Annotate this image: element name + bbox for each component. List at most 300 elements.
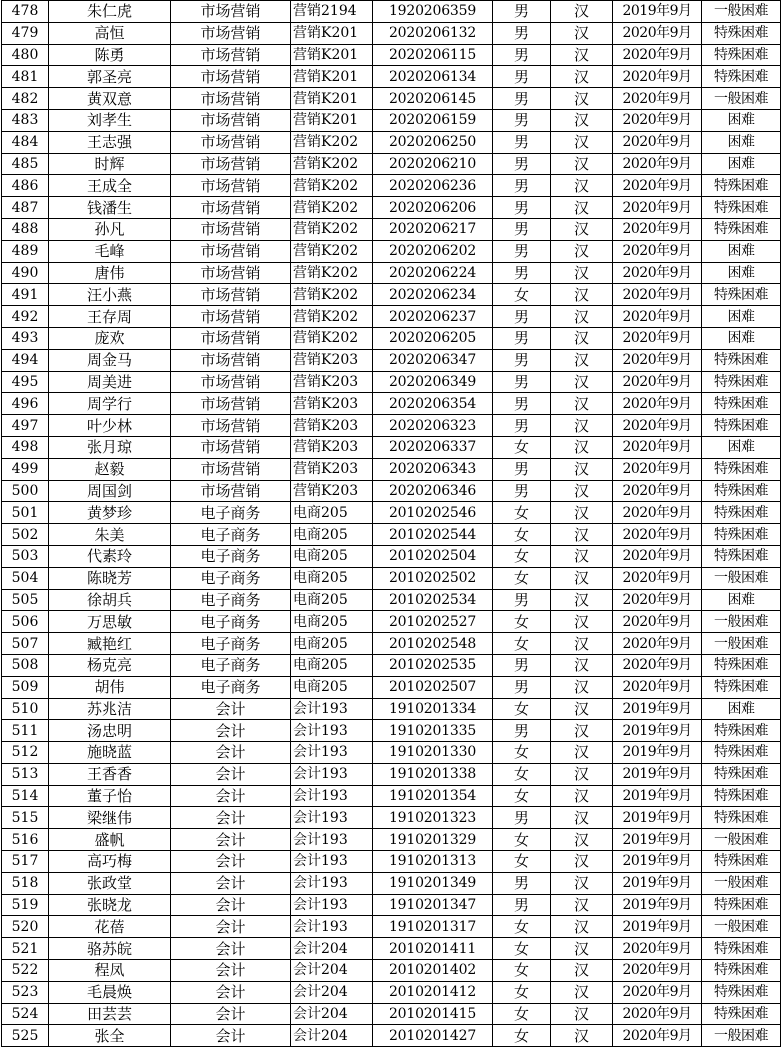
gender-cell: 男 [493, 371, 551, 393]
name-cell: 王香香 [49, 763, 171, 785]
major-cell: 市场营销 [171, 66, 291, 88]
hardship-level-cell: 困难 [702, 698, 781, 720]
class-cell: 会计193 [291, 785, 373, 807]
student-id-cell: 2010202527 [373, 611, 493, 633]
hardship-level-cell: 特殊困难 [702, 545, 781, 567]
major-cell: 会计 [171, 785, 291, 807]
table-row [2, 829, 781, 851]
hardship-level-cell: 特殊困难 [702, 960, 781, 982]
table-row [2, 371, 781, 393]
student-id-cell: 1910201329 [373, 829, 493, 851]
class-cell: 营销K202 [291, 131, 373, 153]
row-number-cell: 508 [2, 654, 49, 676]
major-cell: 电子商务 [171, 676, 291, 698]
major-cell: 市场营销 [171, 349, 291, 371]
student-id-cell: 1910201323 [373, 807, 493, 829]
table-row [2, 262, 781, 284]
name-cell: 庞欢 [49, 327, 171, 349]
enrollment-date-cell: 2020年9月 [613, 480, 702, 502]
hardship-level-cell: 特殊困难 [702, 175, 781, 197]
major-cell: 市场营销 [171, 480, 291, 502]
enrollment-date-cell: 2020年9月 [613, 567, 702, 589]
major-cell: 会计 [171, 1003, 291, 1025]
hardship-level-cell: 困难 [702, 131, 781, 153]
student-id-cell: 2010202548 [373, 633, 493, 655]
ethnicity-cell: 汉 [551, 240, 613, 262]
student-id-cell: 2010201411 [373, 938, 493, 960]
ethnicity-cell: 汉 [551, 175, 613, 197]
row-number-cell: 510 [2, 698, 49, 720]
table-row [2, 807, 781, 829]
name-cell: 汤忠明 [49, 720, 171, 742]
hardship-level-cell: 困难 [702, 327, 781, 349]
enrollment-date-cell: 2020年9月 [613, 676, 702, 698]
major-cell: 电子商务 [171, 589, 291, 611]
table-row [2, 763, 781, 785]
row-number-cell: 513 [2, 763, 49, 785]
enrollment-date-cell: 2020年9月 [613, 960, 702, 982]
table-row [2, 611, 781, 633]
enrollment-date-cell: 2020年9月 [613, 88, 702, 110]
gender-cell: 男 [493, 589, 551, 611]
ethnicity-cell: 汉 [551, 349, 613, 371]
enrollment-date-cell: 2020年9月 [613, 981, 702, 1003]
ethnicity-cell: 汉 [551, 589, 613, 611]
name-cell: 张全 [49, 1025, 171, 1047]
name-cell: 代素玲 [49, 545, 171, 567]
row-number-cell: 522 [2, 960, 49, 982]
student-id-cell: 2010202544 [373, 524, 493, 546]
hardship-level-cell: 特殊困难 [702, 851, 781, 873]
enrollment-date-cell: 2020年9月 [613, 1025, 702, 1047]
hardship-level-cell: 特殊困难 [702, 44, 781, 66]
class-cell: 营销K201 [291, 44, 373, 66]
class-cell: 营销K202 [291, 197, 373, 219]
ethnicity-cell: 汉 [551, 458, 613, 480]
ethnicity-cell: 汉 [551, 851, 613, 873]
enrollment-date-cell: 2020年9月 [613, 524, 702, 546]
gender-cell: 男 [493, 872, 551, 894]
class-cell: 营销K203 [291, 458, 373, 480]
name-cell: 王成全 [49, 175, 171, 197]
class-cell: 营销K202 [291, 262, 373, 284]
class-cell: 营销K201 [291, 88, 373, 110]
row-number-cell: 509 [2, 676, 49, 698]
gender-cell: 男 [493, 654, 551, 676]
student-id-cell: 2010202546 [373, 502, 493, 524]
row-number-cell: 480 [2, 44, 49, 66]
enrollment-date-cell: 2020年9月 [613, 153, 702, 175]
table-row [2, 633, 781, 655]
student-id-cell: 1910201330 [373, 742, 493, 764]
enrollment-date-cell: 2020年9月 [613, 66, 702, 88]
row-number-cell: 499 [2, 458, 49, 480]
row-number-cell: 483 [2, 109, 49, 131]
student-id-cell: 2010202535 [373, 654, 493, 676]
hardship-level-cell: 困难 [702, 436, 781, 458]
hardship-level-cell: 特殊困难 [702, 393, 781, 415]
enrollment-date-cell: 2019年9月 [613, 720, 702, 742]
name-cell: 王志强 [49, 131, 171, 153]
major-cell: 会计 [171, 938, 291, 960]
major-cell: 会计 [171, 807, 291, 829]
gender-cell: 男 [493, 175, 551, 197]
table-row [2, 960, 781, 982]
ethnicity-cell: 汉 [551, 415, 613, 437]
name-cell: 杨克亮 [49, 654, 171, 676]
enrollment-date-cell: 2020年9月 [613, 436, 702, 458]
student-id-cell: 2020206224 [373, 262, 493, 284]
table-row [2, 894, 781, 916]
row-number-cell: 494 [2, 349, 49, 371]
name-cell: 周国剑 [49, 480, 171, 502]
enrollment-date-cell: 2019年9月 [613, 785, 702, 807]
class-cell: 会计193 [291, 763, 373, 785]
hardship-level-cell: 困难 [702, 240, 781, 262]
table-row [2, 436, 781, 458]
ethnicity-cell: 汉 [551, 763, 613, 785]
row-number-cell: 519 [2, 894, 49, 916]
row-number-cell: 516 [2, 829, 49, 851]
student-id-cell: 1910201317 [373, 916, 493, 938]
enrollment-date-cell: 2019年9月 [613, 807, 702, 829]
hardship-level-cell: 特殊困难 [702, 284, 781, 306]
table-row [2, 197, 781, 219]
name-cell: 万思敏 [49, 611, 171, 633]
gender-cell: 男 [493, 720, 551, 742]
student-id-cell: 2020206354 [373, 393, 493, 415]
enrollment-date-cell: 2020年9月 [613, 415, 702, 437]
gender-cell: 男 [493, 153, 551, 175]
name-cell: 陈勇 [49, 44, 171, 66]
major-cell: 市场营销 [171, 415, 291, 437]
name-cell: 刘孝生 [49, 109, 171, 131]
ethnicity-cell: 汉 [551, 785, 613, 807]
ethnicity-cell: 汉 [551, 22, 613, 44]
row-number-cell: 525 [2, 1025, 49, 1047]
row-number-cell: 484 [2, 131, 49, 153]
hardship-level-cell: 特殊困难 [702, 1003, 781, 1025]
major-cell: 会计 [171, 763, 291, 785]
gender-cell: 男 [493, 480, 551, 502]
class-cell: 电商205 [291, 611, 373, 633]
hardship-level-cell: 特殊困难 [702, 502, 781, 524]
enrollment-date-cell: 2019年9月 [613, 872, 702, 894]
enrollment-date-cell: 2020年9月 [613, 109, 702, 131]
student-id-cell: 2020206337 [373, 436, 493, 458]
name-cell: 叶少林 [49, 415, 171, 437]
class-cell: 会计204 [291, 981, 373, 1003]
major-cell: 市场营销 [171, 218, 291, 240]
gender-cell: 男 [493, 197, 551, 219]
student-id-cell: 2020206236 [373, 175, 493, 197]
gender-cell: 女 [493, 938, 551, 960]
ethnicity-cell: 汉 [551, 545, 613, 567]
table-row [2, 502, 781, 524]
name-cell: 黄双意 [49, 88, 171, 110]
name-cell: 时辉 [49, 153, 171, 175]
enrollment-date-cell: 2020年9月 [613, 22, 702, 44]
student-id-cell: 1910201335 [373, 720, 493, 742]
student-id-cell: 1910201347 [373, 894, 493, 916]
ethnicity-cell: 汉 [551, 131, 613, 153]
table-row [2, 393, 781, 415]
name-cell: 田芸芸 [49, 1003, 171, 1025]
class-cell: 会计193 [291, 742, 373, 764]
ethnicity-cell: 汉 [551, 88, 613, 110]
class-cell: 电商205 [291, 545, 373, 567]
table-row [2, 981, 781, 1003]
enrollment-date-cell: 2019年9月 [613, 742, 702, 764]
class-cell: 营销K203 [291, 349, 373, 371]
ethnicity-cell: 汉 [551, 981, 613, 1003]
name-cell: 董子怡 [49, 785, 171, 807]
enrollment-date-cell: 2019年9月 [613, 763, 702, 785]
row-number-cell: 498 [2, 436, 49, 458]
name-cell: 毛峰 [49, 240, 171, 262]
table-row [2, 458, 781, 480]
enrollment-date-cell: 2019年9月 [613, 698, 702, 720]
table-row [2, 131, 781, 153]
major-cell: 市场营销 [171, 44, 291, 66]
major-cell: 会计 [171, 1025, 291, 1047]
major-cell: 市场营销 [171, 153, 291, 175]
enrollment-date-cell: 2019年9月 [613, 1, 702, 23]
enrollment-date-cell: 2020年9月 [613, 262, 702, 284]
gender-cell: 女 [493, 284, 551, 306]
student-id-cell: 2010202504 [373, 545, 493, 567]
gender-cell: 女 [493, 698, 551, 720]
class-cell: 营销K203 [291, 415, 373, 437]
gender-cell: 女 [493, 567, 551, 589]
hardship-level-cell: 一般困难 [702, 916, 781, 938]
ethnicity-cell: 汉 [551, 720, 613, 742]
row-number-cell: 523 [2, 981, 49, 1003]
name-cell: 毛晨焕 [49, 981, 171, 1003]
hardship-level-cell: 特殊困难 [702, 197, 781, 219]
hardship-level-cell: 特殊困难 [702, 524, 781, 546]
ethnicity-cell: 汉 [551, 66, 613, 88]
hardship-level-cell: 特殊困难 [702, 218, 781, 240]
row-number-cell: 482 [2, 88, 49, 110]
gender-cell: 女 [493, 524, 551, 546]
class-cell: 电商205 [291, 589, 373, 611]
gender-cell: 男 [493, 894, 551, 916]
gender-cell: 男 [493, 44, 551, 66]
gender-cell: 男 [493, 240, 551, 262]
enrollment-date-cell: 2019年9月 [613, 829, 702, 851]
student-id-cell: 2020206250 [373, 131, 493, 153]
enrollment-date-cell: 2020年9月 [613, 633, 702, 655]
major-cell: 市场营销 [171, 22, 291, 44]
student-id-cell: 2020206159 [373, 109, 493, 131]
ethnicity-cell: 汉 [551, 698, 613, 720]
major-cell: 会计 [171, 698, 291, 720]
class-cell: 会计193 [291, 916, 373, 938]
class-cell: 电商205 [291, 676, 373, 698]
major-cell: 会计 [171, 829, 291, 851]
gender-cell: 男 [493, 676, 551, 698]
name-cell: 张月琼 [49, 436, 171, 458]
major-cell: 电子商务 [171, 524, 291, 546]
gender-cell: 男 [493, 807, 551, 829]
student-id-cell: 1920206359 [373, 1, 493, 23]
name-cell: 梁继伟 [49, 807, 171, 829]
hardship-level-cell: 特殊困难 [702, 371, 781, 393]
class-cell: 会计193 [291, 807, 373, 829]
gender-cell: 女 [493, 981, 551, 1003]
table-row [2, 349, 781, 371]
major-cell: 市场营销 [171, 458, 291, 480]
major-cell: 会计 [171, 720, 291, 742]
table-row [2, 567, 781, 589]
row-number-cell: 505 [2, 589, 49, 611]
table-row [2, 44, 781, 66]
student-id-cell: 2020206237 [373, 306, 493, 328]
gender-cell: 女 [493, 829, 551, 851]
enrollment-date-cell: 2020年9月 [613, 654, 702, 676]
enrollment-date-cell: 2020年9月 [613, 938, 702, 960]
row-number-cell: 495 [2, 371, 49, 393]
row-number-cell: 478 [2, 1, 49, 23]
hardship-level-cell: 困难 [702, 262, 781, 284]
student-id-cell: 2020206115 [373, 44, 493, 66]
major-cell: 会计 [171, 981, 291, 1003]
gender-cell: 女 [493, 1003, 551, 1025]
ethnicity-cell: 汉 [551, 938, 613, 960]
enrollment-date-cell: 2020年9月 [613, 284, 702, 306]
student-table [1, 0, 781, 1047]
table-row [2, 545, 781, 567]
student-id-cell: 2020206202 [373, 240, 493, 262]
table-row [2, 66, 781, 88]
hardship-level-cell: 一般困难 [702, 567, 781, 589]
hardship-level-cell: 特殊困难 [702, 458, 781, 480]
major-cell: 市场营销 [171, 1, 291, 23]
student-id-cell: 2010202534 [373, 589, 493, 611]
table-row [2, 1003, 781, 1025]
enrollment-date-cell: 2020年9月 [613, 458, 702, 480]
ethnicity-cell: 汉 [551, 829, 613, 851]
name-cell: 骆苏皖 [49, 938, 171, 960]
table-row [2, 109, 781, 131]
name-cell: 花蓓 [49, 916, 171, 938]
class-cell: 会计193 [291, 894, 373, 916]
class-cell: 会计204 [291, 960, 373, 982]
major-cell: 会计 [171, 960, 291, 982]
ethnicity-cell: 汉 [551, 327, 613, 349]
hardship-level-cell: 困难 [702, 306, 781, 328]
row-number-cell: 507 [2, 633, 49, 655]
hardship-level-cell: 一般困难 [702, 829, 781, 851]
name-cell: 高巧梅 [49, 851, 171, 873]
gender-cell: 男 [493, 131, 551, 153]
student-id-cell: 2020206132 [373, 22, 493, 44]
enrollment-date-cell: 2020年9月 [613, 175, 702, 197]
gender-cell: 女 [493, 436, 551, 458]
student-id-cell: 2020206347 [373, 349, 493, 371]
student-id-cell: 2020206134 [373, 66, 493, 88]
row-number-cell: 506 [2, 611, 49, 633]
row-number-cell: 491 [2, 284, 49, 306]
student-id-cell: 1910201334 [373, 698, 493, 720]
enrollment-date-cell: 2019年9月 [613, 916, 702, 938]
row-number-cell: 503 [2, 545, 49, 567]
class-cell: 营销K201 [291, 22, 373, 44]
hardship-level-cell: 一般困难 [702, 1, 781, 23]
enrollment-date-cell: 2019年9月 [613, 851, 702, 873]
row-number-cell: 504 [2, 567, 49, 589]
row-number-cell: 481 [2, 66, 49, 88]
hardship-level-cell: 特殊困难 [702, 938, 781, 960]
major-cell: 会计 [171, 742, 291, 764]
hardship-level-cell: 一般困难 [702, 872, 781, 894]
gender-cell: 男 [493, 415, 551, 437]
major-cell: 会计 [171, 894, 291, 916]
enrollment-date-cell: 2020年9月 [613, 306, 702, 328]
student-id-cell: 2020206145 [373, 88, 493, 110]
row-number-cell: 502 [2, 524, 49, 546]
class-cell: 营销K203 [291, 393, 373, 415]
row-number-cell: 517 [2, 851, 49, 873]
name-cell: 朱美 [49, 524, 171, 546]
class-cell: 营销2194 [291, 1, 373, 23]
table-body [2, 1, 781, 1047]
row-number-cell: 514 [2, 785, 49, 807]
gender-cell: 女 [493, 502, 551, 524]
enrollment-date-cell: 2020年9月 [613, 240, 702, 262]
table-row [2, 415, 781, 437]
hardship-level-cell: 困难 [702, 589, 781, 611]
table-row [2, 872, 781, 894]
gender-cell: 男 [493, 349, 551, 371]
name-cell: 高恒 [49, 22, 171, 44]
student-id-cell: 2020206234 [373, 284, 493, 306]
row-number-cell: 492 [2, 306, 49, 328]
ethnicity-cell: 汉 [551, 371, 613, 393]
enrollment-date-cell: 2020年9月 [613, 131, 702, 153]
gender-cell: 男 [493, 458, 551, 480]
name-cell: 赵毅 [49, 458, 171, 480]
row-number-cell: 520 [2, 916, 49, 938]
hardship-level-cell: 特殊困难 [702, 22, 781, 44]
name-cell: 朱仁虎 [49, 1, 171, 23]
table-row [2, 785, 781, 807]
ethnicity-cell: 汉 [551, 894, 613, 916]
class-cell: 营销K202 [291, 284, 373, 306]
hardship-level-cell: 特殊困难 [702, 676, 781, 698]
ethnicity-cell: 汉 [551, 524, 613, 546]
ethnicity-cell: 汉 [551, 567, 613, 589]
row-number-cell: 518 [2, 872, 49, 894]
major-cell: 市场营销 [171, 197, 291, 219]
ethnicity-cell: 汉 [551, 1, 613, 23]
student-id-cell: 2010201402 [373, 960, 493, 982]
hardship-level-cell: 一般困难 [702, 88, 781, 110]
row-number-cell: 486 [2, 175, 49, 197]
major-cell: 电子商务 [171, 502, 291, 524]
row-number-cell: 493 [2, 327, 49, 349]
row-number-cell: 487 [2, 197, 49, 219]
name-cell: 臧艳红 [49, 633, 171, 655]
class-cell: 营销K203 [291, 436, 373, 458]
row-number-cell: 500 [2, 480, 49, 502]
name-cell: 王存周 [49, 306, 171, 328]
student-id-cell: 2020206346 [373, 480, 493, 502]
ethnicity-cell: 汉 [551, 197, 613, 219]
table-row [2, 480, 781, 502]
hardship-level-cell: 特殊困难 [702, 349, 781, 371]
